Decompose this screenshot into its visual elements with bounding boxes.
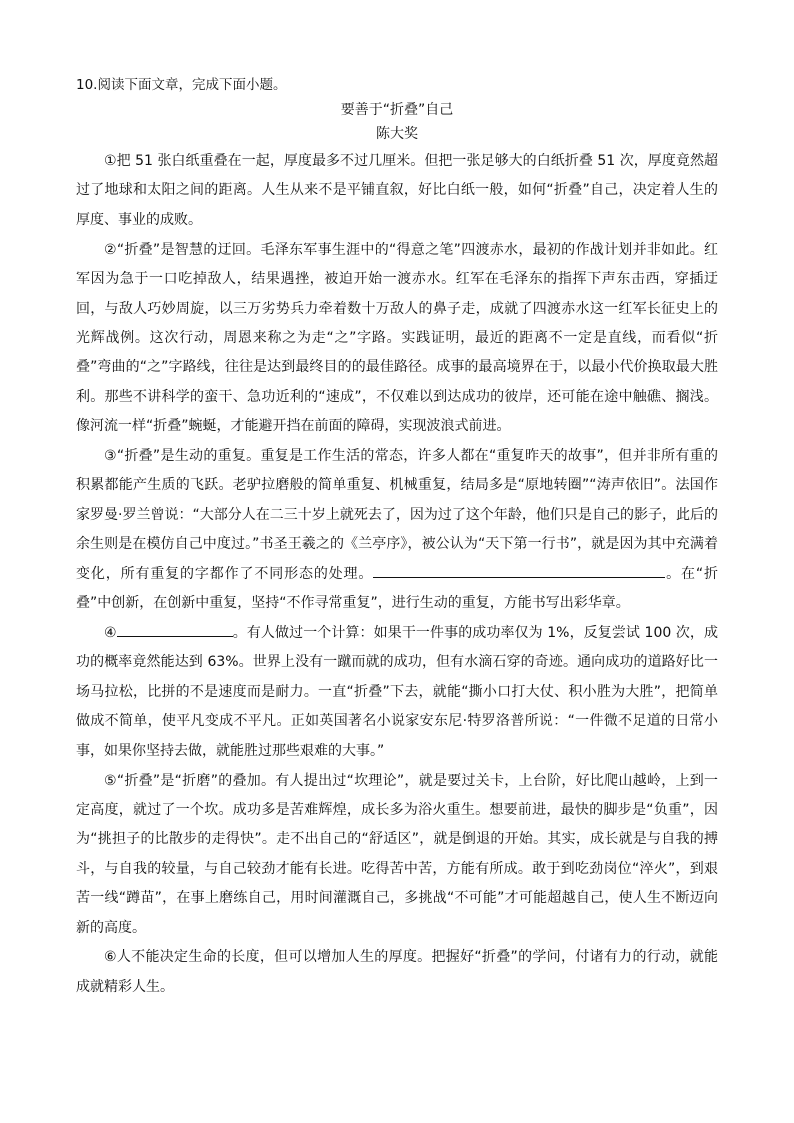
paragraph-4-number: ④ — [104, 625, 117, 641]
paragraph-6: ⑥人不能决定生命的长度，但可以增加人生的厚度。把握好“折叠”的学问，付诸有力的行动，就能成就精彩人生。 — [76, 949, 718, 995]
paragraph-4-after-blank: 。有人做过一个计算：如果干一件事的成功率仅为 1%，反复尝试 100 次，成功的概率竟然能达到 63%。世界上没有一蹴而就的成功，但有水滴石穿的奇迹。通向成功的道路好比一场马拉松，比拼的不是速度而是耐力。一直“折叠”下去，就能“撕小口打大仗、积小胜为大胜”，把简单做成不简单，使平凡变成不平凡。正如英国著名小说家安东尼·特罗洛普所说：“一件微不足道的日常小事，如果你坚持去做，就能胜过那些艰难的大事。” — [76, 625, 719, 759]
paragraph-3-before-blank: ③“折叠”是生动的重复。重复是工作生活的常态，许多人都在“重复昨天的故事”，但并非所有重的积累都能产生质的飞跃。老驴拉磨般的简单重复、机械重复，结局多是“原地转圈”“涛声依旧”。法国作家罗曼·罗兰曾说：“大部分人在二三十岁上就死去了，因为过了这个年龄，他们只是自己的影子，此后的余生则是在模仿自己中度过。”书圣王羲之的《兰亭序》，被公认为“天下第一行书”，就是因为其中充满着变化，所有重复的字都作了不同形态的处理。 — [76, 448, 718, 582]
paragraph-3-after-blank: 。在“折叠”中创新，在创新中重复，坚持“不作寻常重复”，进行生动的重复，方能书写出彩华章。 — [76, 565, 718, 612]
paragraph-4 — [76, 619, 718, 766]
paragraph-3 — [76, 442, 718, 618]
paragraph-1: ①把 51 张白纸重叠在一起，厚度最多不过几厘米。但把一张足够大的白纸折叠 51 次，厚度竟然超过了地球和太阳之间的距离。人生从来不是平铺直叙，好比白纸一般，如何“折叠”自己，决定着人生的厚度、事业的成败。 — [76, 153, 718, 228]
paragraph-5: ⑤“折叠”是“折磨”的叠加。有人提出过“坎理论”，就是要过关卡，上台阶，好比爬山越岭，上到一定高度，就过了一个坎。成功多是苦难辉煌，成长多为浴火重生。想要前进，最快的脚步是“负重”，因为“挑担子的比散步的走得快”。走不出自己的“舒适区”，就是倒退的开始。其实，成长就是与自我的搏斗，与自我的较量，与自己较劲才能有长进。吃得苦中苦，方能有所成。敢于到吃劲岗位“淬火”，到艰苦一线“蹲苗”，在事上磨练自己，用时间灌溉自己，多挑战“不可能”才可能超越自己，使人生不断迈向新的高度。 — [76, 772, 718, 936]
article-title: 要善于“折叠”自己 — [340, 102, 454, 118]
question-prompt: 10.阅读下面文章，完成下面小题。 — [76, 77, 287, 93]
article-page — [76, 75, 718, 1002]
paragraph-2: ②“折叠”是智慧的迂回。毛泽东军事生涯中的“得意之笔”四渡赤水，最初的作战计划并非如此。红军因为急于一口吃掉敌人，结果遇挫，被迫开始一渡赤水。红军在毛泽东的指挥下声东击西，穿插迂回，与敌人巧妙周旋，以三万劣势兵力牵着数十万敌人的鼻子走，成就了四渡赤水这一红军长征史上的光辉战例。这次行动，周恩来称之为走“之”字路。实践证明，最近的距离不一定是直线，而看似“折叠”弯曲的“之”字路线，往往是达到最终目的的最佳路径。成事的最高境界在于，以最小代价换取最大胜利。那些不讲科学的蛮干、急功近利的“速成”，不仅难以到达成功的彼岸，还可能在途中触礁、搁浅。像河流一样“折叠”蜿蜒，才能避开挡在前面的障碍，实现波浪式前进。 — [76, 241, 718, 435]
answer-blank-2[interactable] — [117, 622, 233, 637]
answer-blank-1[interactable] — [373, 563, 665, 578]
article-author: 陈大奖 — [376, 126, 418, 142]
